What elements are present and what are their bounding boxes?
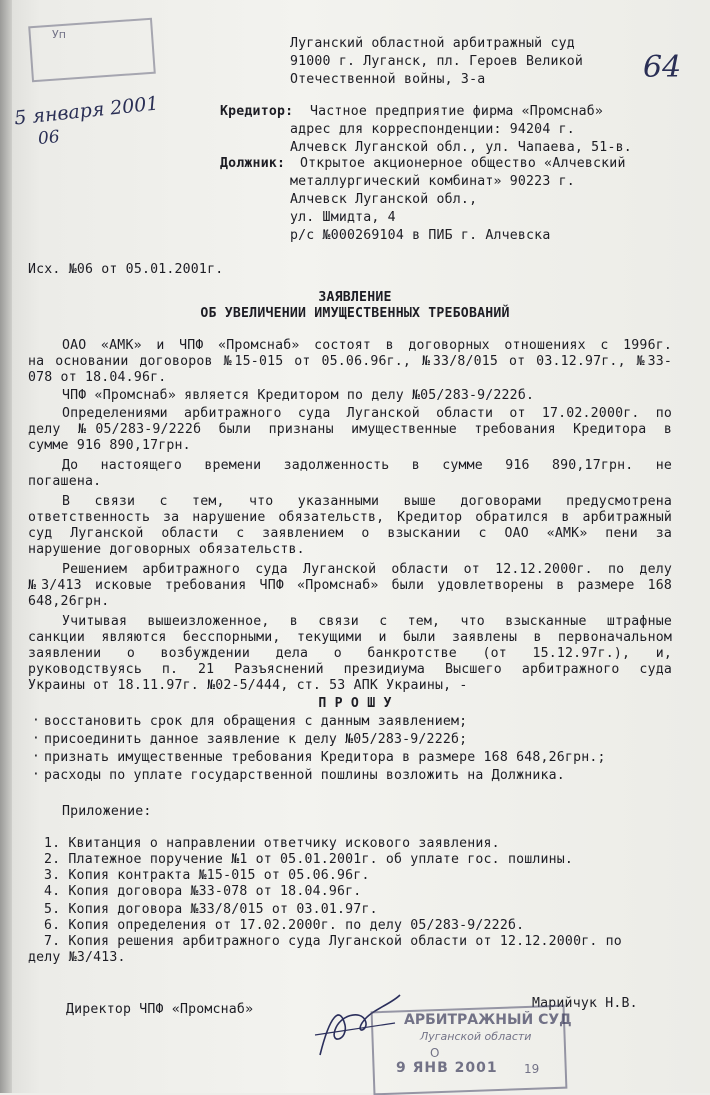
creditor-line-1: Частное предприятие фирма «Промснаб»	[310, 104, 604, 119]
binding-edge	[0, 0, 12, 1093]
paragraph-6-line-1: Решением арбитражного суда Луганской области от 12.12.2000г. по делу	[62, 562, 672, 577]
signatory-position: Директор ЧПФ «Промснаб»	[66, 1002, 254, 1017]
attachment-item-7: 7. Копия решения арбитражного суда Луганской области от 12.12.2000г. по	[44, 934, 622, 949]
attachment-item-4: 4. Копия договора №33-078 от 18.04.96г.	[44, 884, 362, 899]
attachment-item-7-continued: делу №3/413.	[28, 950, 126, 965]
paragraph-6-line-3: 648,26грн.	[28, 594, 110, 609]
bullet-mark: ·	[32, 767, 40, 782]
bullet-mark: ·	[32, 731, 40, 746]
document-subtitle: ОБ УВЕЛИЧЕНИИ ИМУЩЕСТВЕННЫХ ТРЕБОВАНИЙ	[200, 306, 510, 321]
paragraph-5-line-2: ответственность за нарушение обязательств, Кредитор обратился в арбитражный	[28, 510, 672, 525]
debtor-line-3: Алчевск Луганской обл.,	[290, 192, 478, 207]
request-item-1: восстановить срок для обращения с данным заявлением;	[44, 714, 468, 729]
request-heading: П Р О Ш У	[318, 696, 392, 711]
paragraph-7-line-3: заявлении о возбуждении дела о банкротстве (от 15.12.97г.), и,	[28, 646, 672, 661]
debtor-label: Должник:	[220, 156, 286, 171]
court-stamp-line-4: 9 ЯНВ 2001	[396, 1060, 498, 1076]
attachments-heading: Приложение:	[62, 804, 152, 819]
outgoing-reference: Исх. №06 от 05.01.2001г.	[28, 262, 224, 277]
court-stamp-line-5: 19	[524, 1062, 540, 1076]
request-item-3: признать имущественные требования Кредитора в размере 168 648,26грн.;	[44, 750, 606, 765]
request-item-2: присоединить данное заявление к делу №05/283-9/222б;	[44, 732, 468, 747]
paragraph-7-line-4: руководствуясь п. 21 Разъяснений президиума Высшего арбитражного суда	[28, 662, 672, 677]
received-stamp	[28, 18, 156, 83]
received-date-handwritten: 5 января 2001	[13, 92, 160, 130]
paragraph-3-line-3: сумме 916 890,17грн.	[28, 438, 191, 453]
addressee-line-3: Отечественной войны, 3-а	[290, 72, 486, 87]
paragraph-7-line-1: Учитывая вышеизложенное, в связи с тем, что взысканные штрафные	[62, 614, 672, 629]
bullet-mark: ·	[32, 713, 40, 728]
debtor-line-5: р/с №000269104 в ПИБ г. Алчевска	[290, 228, 551, 243]
paragraph-3-line-1: Определениями арбитражного суда Луганской области от 17.02.2000г. по	[62, 406, 672, 421]
creditor-line-3: Алчевск Луганской обл., ул. Чапаева, 51-в.	[290, 140, 632, 155]
creditor-line-2: адрес для корреспонденции: 94204 г.	[290, 122, 575, 137]
signatory-name: Марийчук Н.В.	[532, 996, 638, 1011]
creditor-label: Кредитор:	[220, 104, 294, 119]
document-title: ЗАЯВЛЕНИЕ	[318, 290, 392, 305]
attachment-item-5: 5. Копия договора №33/8/015 от 03.01.97г.	[44, 902, 378, 917]
attachment-item-6: 6. Копия определения от 17.02.2000г. по делу 05/283-9/222б.	[44, 918, 525, 933]
page-number: 64	[643, 50, 682, 85]
paragraph-1-line-2: на основании договоров №15-015 от 05.06.96г., №33/8/015 от 03.12.97г., №33-	[28, 354, 672, 369]
court-stamp-line-3: О	[430, 1046, 440, 1060]
paragraph-3-line-2: делу №05/283-9/222б были признаны имущественные требования Кредитора в	[28, 422, 672, 437]
court-stamp-line-2: Луганской области	[420, 1030, 532, 1043]
paragraph-4-line-2: погашена.	[28, 474, 102, 489]
court-stamp-line-1: АРБИТРАЖНЫЙ СУД	[404, 1012, 572, 1028]
received-stamp-corner-text: Уп	[52, 28, 66, 41]
paragraph-1-line-1: ОАО «АМК» и ЧПФ «Промснаб» состоят в договорных отношениях с 1996г.	[62, 338, 672, 353]
attachment-item-2: 2. Платежное поручение №1 от 05.01.2001г. об уплате гос. пошлины.	[44, 852, 574, 867]
paragraph-7-line-2: санкции являются бесспорными, текущими и были заявлены в первоначальном	[28, 630, 672, 645]
paragraph-7-line-5: Украины от 18.11.97г. №02-5/444, ст. 53 АПК Украины, -	[28, 678, 468, 693]
debtor-line-2: металлургический комбинат» 90223 г.	[290, 174, 575, 189]
debtor-line-1: Открытое акционерное общество «Алчевский	[300, 156, 626, 171]
paragraph-2: ЧПФ «Промснаб» является Кредитором по делу №05/283-9/222б.	[62, 388, 535, 403]
paragraph-4-line-1: До настоящего времени задолженность в сумме 916 890,17грн. не	[62, 458, 672, 473]
bullet-mark: ·	[32, 749, 40, 764]
attachment-item-1: 1. Квитанция о направлении ответчику искового заявления.	[44, 836, 500, 851]
addressee-line-2: 91000 г. Луганск, пл. Героев Великой	[290, 54, 584, 69]
paragraph-5-line-1: В связи с тем, что указанными выше договорами предусмотрена	[62, 494, 672, 509]
addressee-line-1: Луганский областной арбитражный суд	[290, 36, 575, 51]
received-code-handwritten: 06	[37, 126, 61, 150]
request-item-4: расходы по уплате государственной пошлины возложить на Должника.	[44, 768, 565, 783]
paragraph-6-line-2: №3/413 исковые требования ЧПФ «Промснаб» были удовлетворены в размере 168	[28, 578, 672, 593]
paragraph-5-line-3: суд Луганской области с заявлением о взыскании с ОАО «АМК» пени за	[28, 526, 672, 541]
attachment-item-3: 3. Копия контракта №15-015 от 05.06.96г.	[44, 868, 370, 883]
paragraph-1-line-3: 078 от 18.04.96г.	[28, 370, 167, 385]
paragraph-5-line-4: нарушение договорных обязательств.	[28, 542, 305, 557]
debtor-line-4: ул. Шмидта, 4	[290, 210, 396, 225]
